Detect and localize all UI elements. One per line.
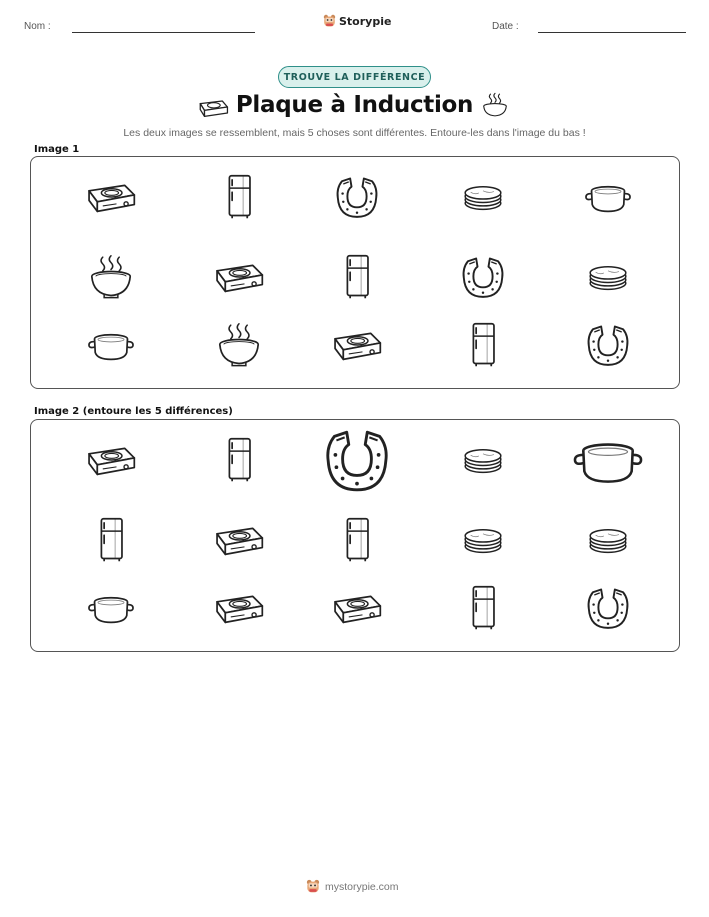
image2-cell[interactable] (329, 584, 385, 632)
image1-cell (455, 173, 511, 221)
fridge-icon (455, 321, 511, 369)
fridge-icon (455, 584, 511, 632)
image2-cell[interactable] (315, 424, 399, 496)
title-row (0, 90, 709, 126)
fridge-icon (83, 516, 139, 564)
name-label: Nom : (24, 21, 51, 32)
cooking-pot-icon (83, 321, 139, 369)
pancake-stack-icon (455, 516, 511, 564)
image1-cell (580, 253, 636, 301)
image2-cell[interactable] (83, 436, 139, 484)
steaming-bowl-icon (83, 253, 139, 301)
date-label: Date : (492, 21, 519, 32)
image1-cell (580, 321, 636, 369)
image1-cell (83, 173, 139, 221)
activity-badge: TROUVE LA DIFFÉRENCE (278, 66, 431, 88)
cooking-pot-icon (83, 584, 139, 632)
image2-cell[interactable] (566, 424, 650, 496)
image1-label: Image 1 (34, 144, 80, 155)
pancake-stack-icon (580, 253, 636, 301)
storypie-mascot-icon (306, 879, 320, 894)
image2-cell[interactable] (329, 516, 385, 564)
horseshoe-icon (580, 584, 636, 632)
cooking-pot-icon (580, 173, 636, 221)
image1-cell (83, 321, 139, 369)
brand-logo (323, 14, 391, 28)
induction-hob-icon (211, 253, 267, 301)
image1-cell (329, 253, 385, 301)
image2-cell[interactable] (455, 584, 511, 632)
horseshoe-icon (580, 321, 636, 369)
image2-cell[interactable] (580, 584, 636, 632)
image1-cell (211, 321, 267, 369)
image1-cell (211, 253, 267, 301)
pancake-stack-icon (455, 173, 511, 221)
image1-cell (329, 173, 385, 221)
fridge-icon (329, 253, 385, 301)
horseshoe-icon (329, 173, 385, 221)
induction-hob-icon (211, 584, 267, 632)
induction-hob-icon (83, 173, 139, 221)
instructions: Les deux images se ressemblent, mais 5 choses sont différentes. Entoure-les dans l'image du bas ! (123, 127, 586, 139)
induction-hob-icon (329, 584, 385, 632)
image2-cell[interactable] (211, 436, 267, 484)
page-title: Plaque à Induction (235, 92, 474, 118)
image2-cell[interactable] (455, 436, 511, 484)
fridge-icon (211, 436, 267, 484)
image1-cell (580, 173, 636, 221)
footer-site: mystorypie.com (325, 880, 399, 893)
image1-cell (455, 321, 511, 369)
image2-cell[interactable] (83, 516, 139, 564)
steaming-bowl-icon (480, 90, 510, 120)
pancake-stack-icon (455, 436, 511, 484)
image2-cell[interactable] (211, 516, 267, 564)
image1-cell (329, 321, 385, 369)
image2-label: Image 2 (entoure les 5 différences) (34, 406, 233, 417)
image2-cell[interactable] (580, 516, 636, 564)
image2-cell[interactable] (455, 516, 511, 564)
cooking-pot-icon (566, 424, 650, 496)
image2-cell[interactable] (211, 584, 267, 632)
induction-hob-icon (83, 436, 139, 484)
image1-cell (455, 253, 511, 301)
horseshoe-icon (455, 253, 511, 301)
image1-cell (83, 253, 139, 301)
pancake-stack-icon (580, 516, 636, 564)
image1-panel (30, 156, 680, 389)
storypie-mascot-icon (323, 14, 336, 28)
brand-name: Storypie (339, 14, 392, 28)
induction-hob-icon (329, 321, 385, 369)
fridge-icon (329, 516, 385, 564)
image2-cell[interactable] (83, 584, 139, 632)
image1-cell (211, 173, 267, 221)
horseshoe-icon (315, 424, 399, 496)
steaming-bowl-icon (211, 321, 267, 369)
date-line[interactable] (538, 32, 686, 33)
name-line[interactable] (72, 32, 255, 33)
induction-hob-icon (211, 516, 267, 564)
image2-panel[interactable] (30, 419, 680, 652)
fridge-icon (211, 173, 267, 221)
footer (306, 879, 399, 894)
